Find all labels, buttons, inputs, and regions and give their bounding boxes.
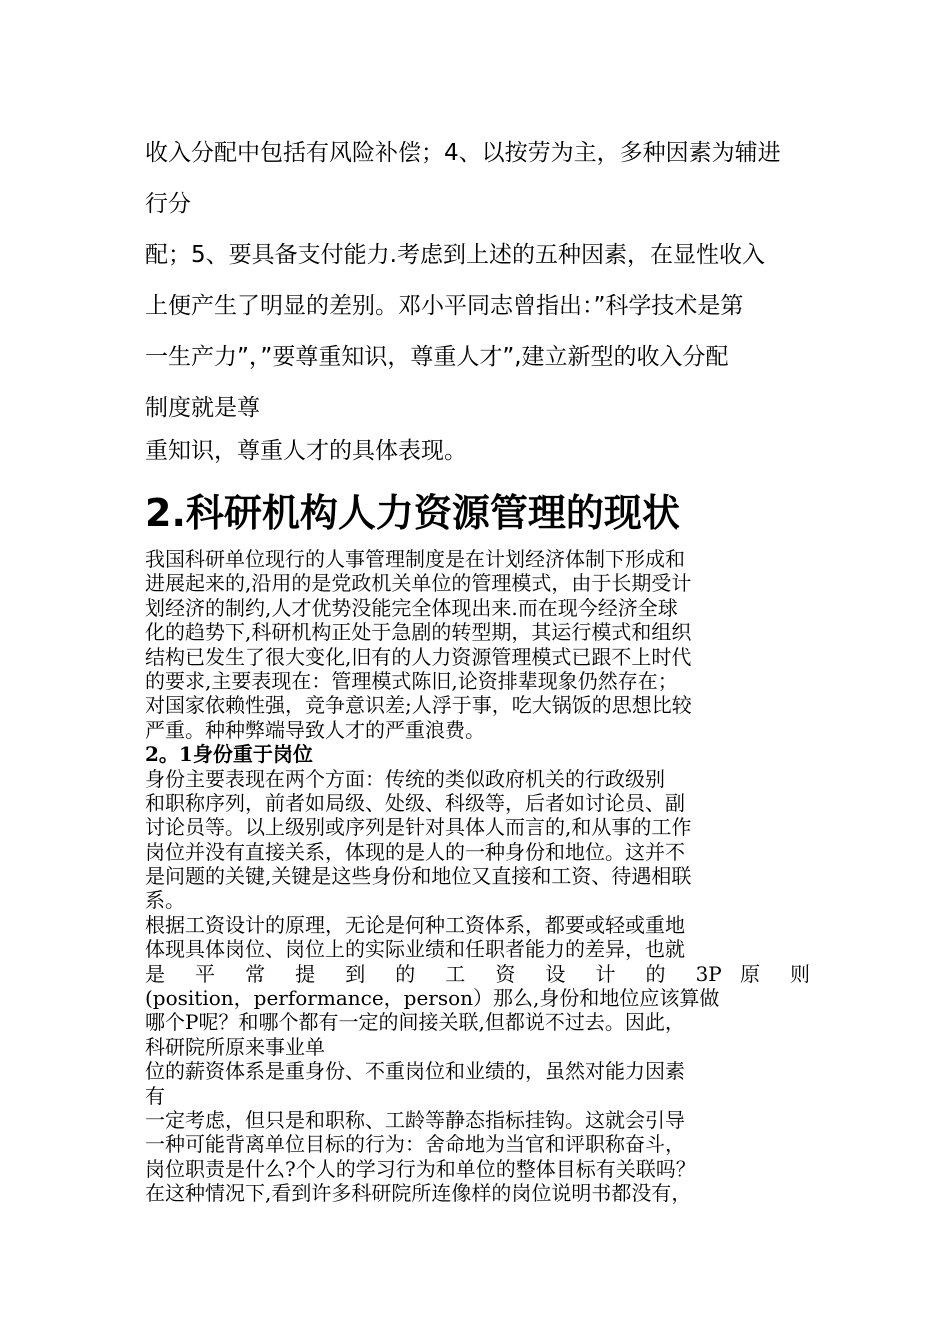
text-line: 一定考虑，但只是和职称、工龄等静态指标挂钩。这就会引导 [145, 1107, 685, 1132]
text-line: 讨论员等。以上级别或序列是针对具体人而言的,和从事的工作 [145, 815, 692, 840]
text-line: 有 [145, 1083, 165, 1108]
text-line: 对国家依赖性强，竞争意识差;人浮于事，吃大锅饭的思想比较 [145, 693, 692, 718]
text-line: 在这种情况下,看到许多科研院所连像样的岗位说明书都没有， [145, 1181, 692, 1206]
text-line: 重知识，尊重人才的具体表现。 [145, 438, 467, 464]
text-line: 是问题的关键,关键是这些身份和地位又直接和工资、待遇相联 [145, 864, 692, 889]
text-line: 科研院所原来事业单 [145, 1034, 325, 1059]
text-line: 岗位职责是什么?个人的学习行为和单位的整体目标有关联吗？ [145, 1156, 696, 1181]
text-line: 的要求,主要表现在：管理模式陈旧,论资排辈现象仍然存在； [145, 668, 678, 693]
text-line: 配；5、要具备支付能力.考虑到上述的五种因素，在显性收入 [145, 242, 765, 268]
text-line: 行分 [145, 191, 191, 217]
text-line: 哪个P呢？和哪个都有一定的间接关联,但都说不过去。因此， [145, 1010, 685, 1035]
text-line: 体现具体岗位、岗位上的实际业绩和任职者能力的差异，也就 [145, 937, 685, 962]
text-line: 严重。种种弊端导致人才的严重浪费。 [145, 717, 485, 742]
text-line: 系。 [145, 888, 185, 913]
text-line: 制度就是尊 [145, 395, 260, 421]
section-body [145, 547, 810, 1206]
text-line: 化的趋势下,科研机构正处于急剧的转型期，其运行模式和组织 [145, 620, 692, 645]
text-line: 我国科研单位现行的人事管理制度是在计划经济体制下形成和 [145, 547, 685, 571]
text-line: 上便产生了明显的差别。邓小平同志曾指出：”科学技术是第 [145, 293, 744, 319]
text-line: (position，performance，person）那么,身份和地位应该算做 [145, 986, 720, 1011]
subsection-heading: 2。1身份重于岗位 [145, 742, 313, 767]
text-line: 收入分配中包括有风险补偿；4、以按劳为主，多种因素为辅进 [145, 140, 781, 166]
text-line: 和职称序列，前者如局级、处级、科级等，后者如讨论员、副 [145, 790, 685, 815]
text-line: 是 平 常 提 到 的 工 资 设 计 的 3P 原 则 [145, 961, 810, 986]
text-line: 岗位并没有直接关系，体现的是人的一种身份和地位。这并不 [145, 839, 685, 864]
text-line: 身份主要表现在两个方面：传统的类似政府机关的行政级别 [145, 766, 665, 791]
text-line: 一种可能背离单位目标的行为：舍命地为当官和评职称奋斗， [145, 1132, 685, 1157]
text-line: 结构已发生了很大变化,旧有的人力资源管理模式已跟不上时代 [145, 644, 692, 669]
text-line: 一生产力”，”要尊重知识，尊重人才”,建立新型的收入分配 [145, 344, 729, 370]
text-line: 划经济的制约,人才优势没能完全体现出来.而在现今经济全球 [145, 595, 678, 620]
text-line: 进展起来的,沿用的是党政机关单位的管理模式，由于长期受计 [145, 571, 692, 596]
section-heading: 2.科研机构人力资源管理的现状 [145, 491, 680, 535]
text-line: 根据工资设计的原理，无论是何种工资体系，都要或轻或重地 [145, 912, 685, 937]
text-line: 位的薪资体系是重身份、不重岗位和业绩的，虽然对能力因素 [145, 1059, 685, 1084]
top-paragraph [145, 128, 815, 477]
